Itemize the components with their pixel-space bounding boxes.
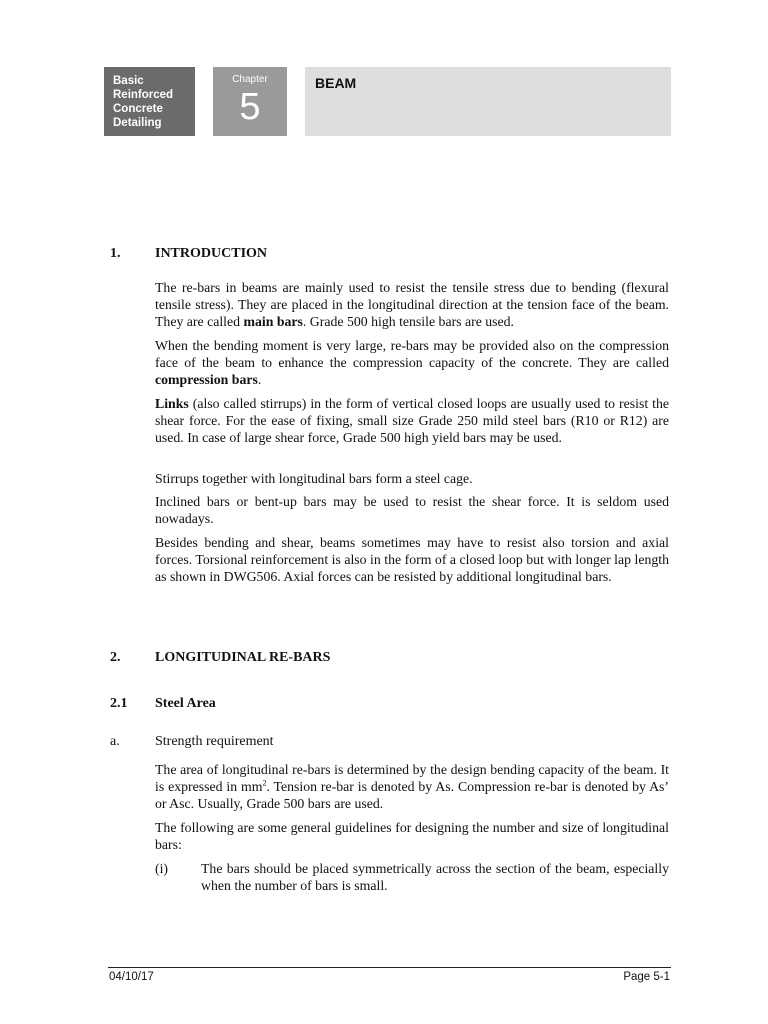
paragraph: Besides bending and shear, beams sometimes may have to resist also torsion and axial forces. Torsional reinforcement is also in the form of a closed loop but with longer lap length as shown in DWG506. Axial forces can be resisted by additional longitudinal bars. <box>155 535 669 584</box>
book-title-line: Concrete <box>113 103 163 115</box>
paragraph <box>155 395 669 446</box>
list-number: (i) <box>155 861 169 876</box>
book-title-line: Reinforced <box>113 89 174 101</box>
text-run: The area of longitudinal re-bars is determined by the design bending capacity of the beam. It is expressed in mm <box>155 762 669 794</box>
paragraph <box>155 337 669 388</box>
paragraph: The following are some general guidelines for designing the number and size of longitudinal bars: <box>155 820 669 852</box>
text-run: When the bending moment is very large, re-bars may be provided also on the compression face of the beam to enhance the compression capacity of the concrete. They are called <box>155 338 669 370</box>
chapter-box <box>213 67 287 136</box>
section-title: INTRODUCTION <box>155 246 268 261</box>
bold-term: compression bars <box>155 372 258 387</box>
section-number: 1. <box>110 246 121 261</box>
subsection-title: Steel Area <box>155 696 216 711</box>
chapter-title: BEAM <box>305 67 671 136</box>
footer-rule <box>108 967 671 968</box>
section-number: 2. <box>110 650 121 665</box>
text-run: The re-bars in beams are mainly used to resist the tensile stress due to bending (flexural tensile stress). They are placed in the longitudinal direction at the tension face of the beam. They are called <box>155 280 669 329</box>
chapter-label: Chapter <box>232 74 268 85</box>
book-title-line: Detailing <box>113 117 162 129</box>
bold-term: Links <box>155 396 189 411</box>
paragraph: Inclined bars or bent-up bars may be used to resist the shear force. It is seldom used nowadays. <box>155 494 669 526</box>
chapter-number: 5 <box>239 86 261 128</box>
paragraph: Stirrups together with longitudinal bars form a steel cage. <box>155 471 473 486</box>
book-title-line: Basic <box>113 75 144 87</box>
paragraph <box>155 279 669 330</box>
section-title: LONGITUDINAL RE-BARS <box>155 650 331 665</box>
superscript: 2 <box>262 778 267 788</box>
text-run: . Grade 500 high tensile bars are used. <box>302 314 515 329</box>
text-run: . <box>257 372 262 387</box>
text-run: . Tension re-bar is denoted by As. Compression re-bar is denoted by As’ or Asc. Usually, Grade 500 bars are used. <box>155 779 669 811</box>
footer-page-number: Page 5-1 <box>623 971 670 983</box>
subsection-number: 2.1 <box>110 696 128 711</box>
footer-date: 04/10/17 <box>109 971 154 983</box>
text-run: (also called stirrups) in the form of vertical closed loops are usually used to resist the shear force. For the ease of fixing, small size Grade 250 mild steel bars (R10 or R12) are used. In case of large shear force, Grade 500 high yield bars may be used. <box>155 396 669 445</box>
list-item-text: The bars should be placed symmetrically across the section of the beam, especially when the number of bars is small. <box>201 861 669 893</box>
book-title-box <box>104 67 195 136</box>
bold-term: main bars <box>243 314 303 329</box>
item-letter: a. <box>110 734 120 749</box>
paragraph <box>155 761 669 812</box>
item-title: Strength requirement <box>155 734 274 749</box>
